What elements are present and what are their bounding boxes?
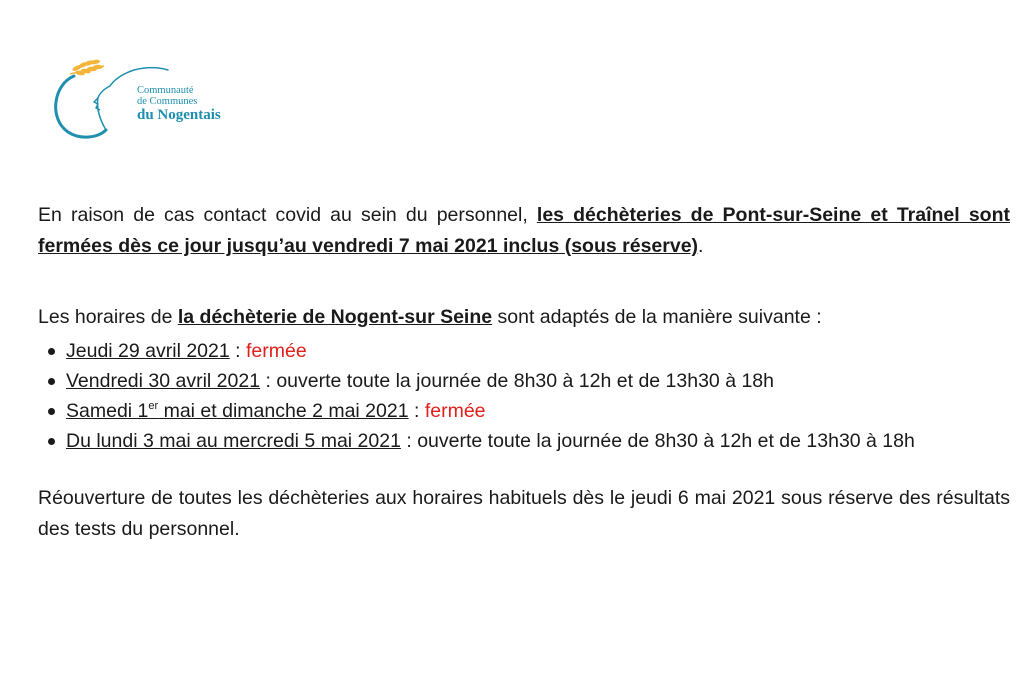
notice-body <box>38 200 1010 545</box>
hours-intro <box>38 302 1010 333</box>
schedule-sep: : <box>229 340 246 362</box>
schedule-date-sup: er <box>148 400 159 412</box>
closure-paragraph <box>38 200 1010 262</box>
schedule-status: fermée <box>424 400 486 422</box>
bullet-icon <box>48 438 55 445</box>
hours-intro-lead: Les horaires de <box>38 306 178 328</box>
closure-emphasis: les déchèteries de Pont-sur-Seine et Traînel sont fermées dès ce jour jusqu’au vendredi 7 mai 2021 inclus (sous réserve) <box>38 204 1010 257</box>
bullet-icon <box>48 378 55 385</box>
reopening-paragraph: Réouverture de toutes les déchèteries aux horaires habituels dès le jeudi 6 mai 2021 sous réserve des résultats des tests du personnel. <box>38 487 1010 540</box>
schedule-status: ouverte toute la journée de 8h30 à 12h et de 13h30 à 18h <box>417 430 915 452</box>
list-item <box>38 336 1010 366</box>
schedule-date: Jeudi 29 avril 2021 <box>66 340 230 362</box>
bullet-icon <box>48 408 55 415</box>
list-item <box>38 396 1010 426</box>
logo-wordmark <box>137 85 221 124</box>
logo-line-3: du Nogentais <box>137 107 221 124</box>
logo-line-1: Communauté <box>137 85 194 96</box>
schedule-date-part: mai et dimanche 2 mai 2021 <box>158 400 409 422</box>
hours-intro-site: la déchèterie de Nogent-sur Seine <box>177 306 493 328</box>
schedule-date-part: Samedi 1 <box>66 400 149 422</box>
closure-lead: En raison de cas contact covid au sein du personnel, <box>38 204 537 226</box>
schedule-status: ouverte toute la journée de 8h30 à 12h et de 13h30 à 18h <box>276 370 774 392</box>
schedule-date <box>66 400 409 422</box>
schedule-list <box>38 336 1010 456</box>
schedule-date: Du lundi 3 mai au mercredi 5 mai 2021 <box>66 430 401 452</box>
hours-intro-tail: sont adaptés de la manière suivante : <box>492 306 822 328</box>
schedule-date: Vendredi 30 avril 2021 <box>66 370 261 392</box>
bullet-icon <box>48 348 55 355</box>
schedule-sep: : <box>260 370 277 392</box>
logo-line-2: de Communes <box>137 96 198 108</box>
logo <box>50 58 260 148</box>
schedule-status: fermée <box>245 340 307 362</box>
schedule-sep: : <box>408 400 425 422</box>
list-item <box>38 366 1010 396</box>
closure-end: . <box>698 235 704 257</box>
list-item <box>38 426 1010 456</box>
schedule-sep: : <box>400 430 418 452</box>
